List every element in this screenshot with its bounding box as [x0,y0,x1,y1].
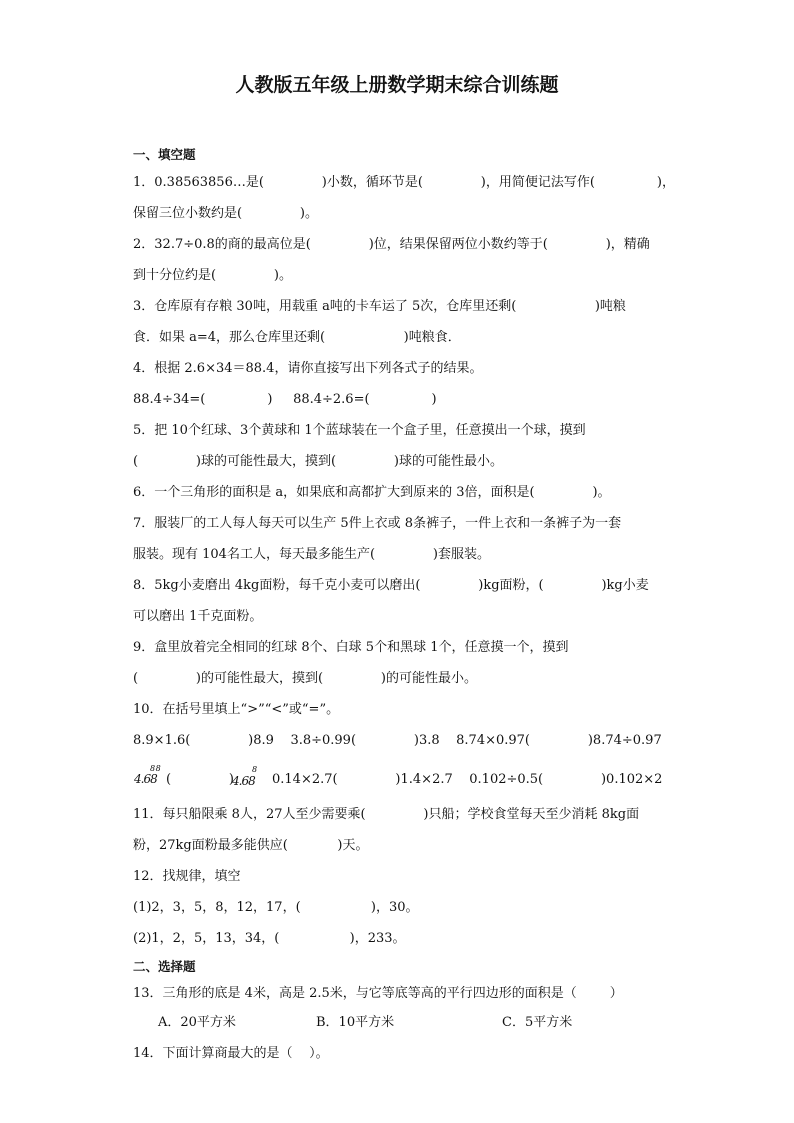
question-12-line-2: (1)2，3，5，8，12，17，( )，30。 [133,900,419,915]
question-9-line-1: 9．盒里放着完全相同的红球 8个、白球 5个和黑球 1个，任意摸一个，摸到 [133,640,569,655]
question-13-option-a: A．20平方米 [158,1015,236,1030]
page-title: 人教版五年级上册数学期末综合训练题 [235,74,559,96]
section-choice-heading: 二、选择题 [133,959,196,974]
question-12-line-1: 12．找规律，填空 [133,869,241,884]
question-11-line-1: 11．每只船限乘 8人，27人至少需要乘( )只船；学校食堂每天至少消耗 8kg面 [133,807,640,822]
question-10-line-2: 8.9×1.6( )8.9 3.8÷0.99( )3.8 8.74×0.97( )8.74÷0.97 [133,733,662,748]
question-10-line-3-blank: ( ) [166,772,234,787]
question-5-line-1: 5．把 10个红球、3个黄球和 1个蓝球装在一个盒子里，任意摸出一个球，摸到 [133,423,586,438]
question-2-line-2: 到十分位约是( )。 [133,268,292,283]
repeating-decimal-1-value: 4.68 [134,772,157,786]
section-fill-heading: 一、填空题 [133,147,196,162]
question-9-line-2: ( )的可能性最大，摸到( )的可能性最小。 [133,671,477,686]
question-3-line-1: 3．仓库原有存粮 30吨，用载重 a吨的卡车运了 5次，仓库里还剩( )吨粮 [133,299,626,314]
question-13-option-c: C．5平方米 [502,1015,573,1030]
question-1-line-2: 保留三位小数约是( )。 [133,206,318,221]
question-11-line-2: 粉，27kg面粉最多能供应( )天。 [133,838,369,853]
repeating-decimal-2 [232,774,255,788]
question-14: 14．下面计算商最大的是（ ）。 [133,1046,329,1061]
question-4-line-1: 4．根据 2.6×34＝88.4，请你直接写出下列各式子的结果。 [133,361,483,376]
question-8-line-1: 8．5kg小麦磨出 4kg面粉，每千克小麦可以磨出( )kg面粉，( )kg小麦 [133,578,649,593]
question-7-line-1: 7．服装厂的工人每人每天可以生产 5件上衣或 8条裤子，一件上衣和一条裤子为一套 [133,516,622,531]
repeating-decimal-2-dots: 8 [252,765,257,774]
question-3-line-2: 食．如果 a=4，那么仓库里还剩( )吨粮食． [133,330,461,345]
question-5-line-2: ( )球的可能性最大，摸到( )球的可能性最小。 [133,454,503,469]
question-7-line-2: 服装。现有 104名工人，每天最多能生产( )套服装。 [133,547,490,562]
question-4-line-2: 88.4÷34=( ) 88.4÷2.6=( ) [133,392,437,407]
repeating-decimal-1 [134,772,157,786]
repeating-decimal-2-value: 4.68 [232,774,255,788]
question-6: 6．一个三角形的面积是 a，如果底和高都扩大到原来的 3倍，面积是( )。 [133,485,611,500]
repeating-decimal-1-dots: 8 8 [150,764,160,773]
question-12-line-3: (2)1，2，5，13，34，( )，233。 [133,931,406,946]
question-2-line-1: 2．32.7÷0.8的商的最高位是( )位，结果保留两位小数约等于( )，精确 [133,237,650,252]
question-8-line-2: 可以磨出 1千克面粉。 [133,609,263,624]
question-13: 13．三角形的底是 4米，高是 2.5米，与它等底等高的平行四边形的面积是（ ） [133,986,623,1001]
question-13-option-b: B．10平方米 [316,1015,395,1030]
question-10-line-1: 10．在括号里填上“>”“<”或“=”。 [133,702,340,717]
question-10-line-3: 0.14×2.7( )1.4×2.7 0.102÷0.5( )0.102×2 [272,772,663,787]
question-1-line-1: 1．0.38563856…是( )小数，循环节是( )，用简便记法写作( )， [133,175,675,190]
